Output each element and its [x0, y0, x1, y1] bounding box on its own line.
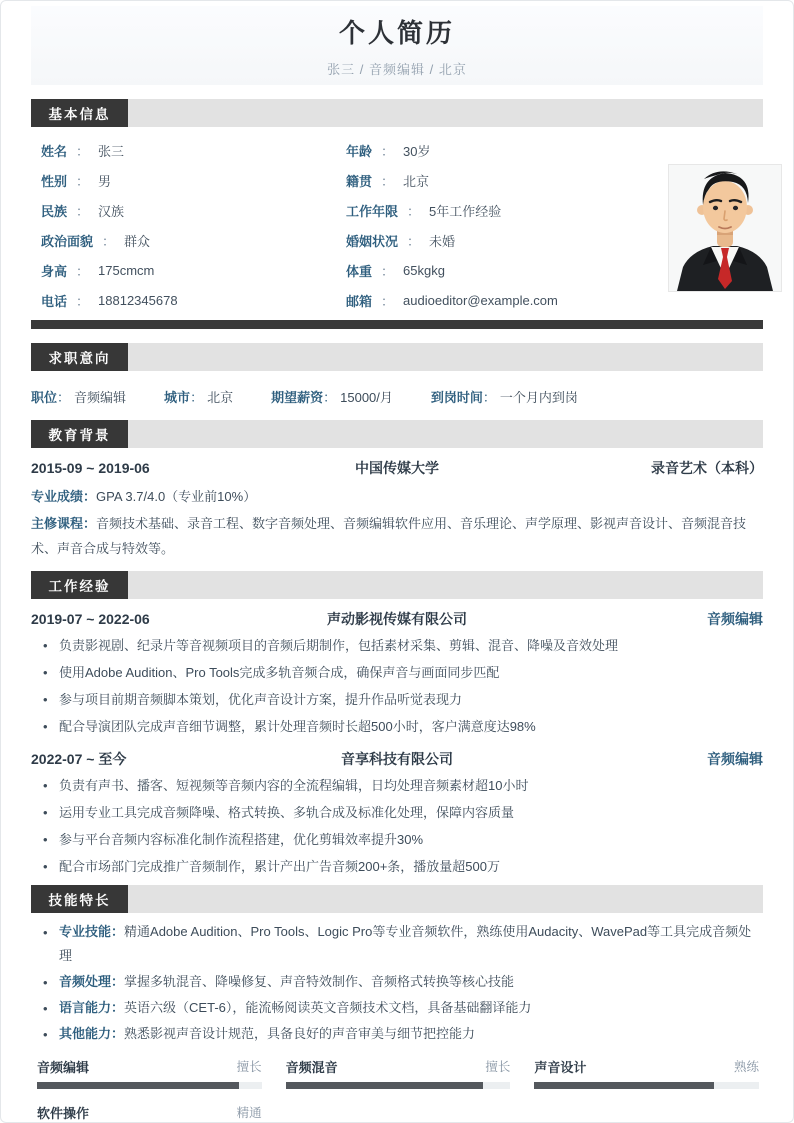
colon: ：: [76, 203, 90, 219]
skill-label: 音频处理：: [59, 974, 125, 989]
intention-item: [164, 387, 233, 406]
job-bullet-list: [31, 636, 763, 737]
skill-bar-level: 擅长: [485, 1060, 511, 1074]
colon: ：: [76, 293, 90, 309]
colon: ：: [381, 143, 395, 159]
colon: ：: [102, 233, 116, 249]
job-bullet: • 配合导演团队完成声音细节调整，累计处理音频时长超500小时，客户满意度达98%: [31, 717, 763, 737]
section-divider: [31, 320, 763, 329]
job-bullet: • 配合市场部门完成推广音频制作，累计产出广告音频200+条，播放量超500万: [31, 857, 763, 877]
section-title-experience: 工作经验: [31, 571, 128, 599]
info-row: [41, 255, 346, 285]
skill-bar: [534, 1056, 759, 1089]
section-header-intention: [31, 343, 763, 371]
intention-item: [431, 387, 578, 406]
profile-photo-illustration: [669, 165, 781, 291]
profile-photo: [668, 164, 782, 292]
info-label: 性别: [41, 173, 68, 189]
job-bullet: • 负责有声书、播客、短视频等音频内容的全流程编辑，日均处理音频素材超10小时: [31, 776, 763, 796]
info-row: [346, 135, 763, 165]
section-strip: [128, 343, 763, 371]
skill-bar-track: [37, 1082, 262, 1089]
info-label: 体重: [346, 263, 373, 279]
section-strip: [128, 571, 763, 599]
intention-line: [31, 386, 763, 406]
intention-item: [31, 387, 126, 406]
intention-value: 音频编辑: [74, 389, 127, 405]
info-row: [41, 195, 346, 225]
job-bullet: • 使用Adobe Audition、Pro Tools完成多轨音频合成，确保声音与画面同步匹配: [31, 663, 763, 683]
info-row: [41, 165, 346, 195]
skill-label: 语言能力：: [59, 1000, 125, 1015]
skill-bar-fill: [534, 1082, 714, 1089]
page-title: 个人简历: [338, 18, 455, 48]
basic-info-block: [31, 127, 763, 315]
job-role: 音频编辑: [707, 751, 763, 767]
job-company: 音享科技有限公司: [341, 751, 453, 767]
info-value: 65kgkg: [403, 262, 445, 278]
info-value: 北京: [403, 173, 430, 189]
info-label: 年龄: [346, 143, 373, 159]
info-value: 未婚: [429, 233, 456, 249]
skill-bar-track: [534, 1082, 759, 1089]
skill-bar-name: 软件操作: [37, 1105, 90, 1121]
info-row: [41, 285, 346, 315]
skill-bar-fill: [286, 1082, 484, 1089]
section-title-education: 教育背景: [31, 420, 128, 448]
info-value: 张三: [98, 143, 125, 159]
job-period: 2022-07 ~ 至今: [31, 751, 127, 767]
gpa-value: GPA 3.7/4.0（专业前10%）: [96, 489, 257, 504]
education-degree: 录音艺术（本科）: [651, 460, 763, 476]
section-header-education: [31, 420, 763, 448]
job-headline: [31, 609, 763, 629]
courses-value: 音频技术基础、录音工程、数字音频处理、音频编辑软件应用、音乐理论、声学原理、影视声音设计、音频混音技术、声音合成与特效等。: [31, 516, 747, 556]
job-bullet: • 参与项目前期音频脚本策划，优化声音设计方案，提升作品听觉表现力: [31, 690, 763, 710]
info-label: 邮箱: [346, 293, 373, 309]
skill-text: 熟悉影视声音设计规范，具备良好的声音审美与细节把控能力: [124, 1026, 476, 1041]
skill-bars: [31, 1056, 763, 1123]
job-role: 音频编辑: [707, 611, 763, 627]
skill-bar-level: 精通: [236, 1106, 262, 1120]
skill-item: [31, 920, 763, 968]
education-courses: [31, 511, 763, 561]
skill-bar-level: 熟练: [733, 1060, 759, 1074]
colon: ：: [407, 203, 421, 219]
skill-list: [31, 920, 763, 1046]
skill-label: 专业技能：: [59, 924, 125, 939]
job-bullet-list: [31, 776, 763, 877]
education-school: 中国传媒大学: [355, 460, 439, 476]
resume-header: [31, 6, 763, 85]
skill-bar-name: 声音设计: [534, 1059, 587, 1075]
skill-item: [31, 1022, 763, 1046]
skill-item: [31, 970, 763, 994]
skill-item: [31, 996, 763, 1020]
job-company: 声动影视传媒有限公司: [327, 611, 467, 627]
info-row: [41, 225, 346, 255]
skill-text: 英语六级（CET-6），能流畅阅读英文音频技术文档，具备基础翻译能力: [124, 1000, 532, 1015]
section-strip: [128, 99, 763, 127]
section-header-experience: [31, 571, 763, 599]
job-headline: [31, 749, 763, 769]
skill-bar-name: 音频编辑: [37, 1059, 90, 1075]
skill-bar: [286, 1056, 511, 1089]
section-title-intention: 求职意向: [31, 343, 128, 371]
intention-label: 到岗时间：: [430, 389, 496, 405]
skill-bar-fill: [37, 1082, 239, 1089]
intention-value: 北京: [207, 389, 234, 405]
skill-bar-level: 擅长: [236, 1060, 262, 1074]
job-bullet: • 负责影视剧、纪录片等音视频项目的音频后期制作，包括素材采集、剪辑、混音、降噪及音效处理: [31, 636, 763, 656]
info-label: 籍贯: [346, 173, 373, 189]
section-strip: [128, 420, 763, 448]
info-label: 婚姻状况: [346, 233, 399, 249]
skill-label: 其他能力：: [59, 1026, 125, 1041]
info-value: 男: [98, 173, 112, 189]
intention-label: 职位：: [31, 389, 71, 405]
info-label: 民族: [41, 203, 68, 219]
section-header-basic: [31, 99, 763, 127]
skill-bar: [37, 1102, 262, 1123]
info-label: 姓名: [41, 143, 68, 159]
info-value: audioeditor@example.com: [403, 292, 558, 308]
section-title-skills: 技能特长: [31, 885, 128, 913]
colon: ：: [76, 173, 90, 189]
intention-label: 期望薪资：: [271, 389, 337, 405]
info-value: 175cmcm: [98, 262, 155, 278]
intention-value: 15000/月: [340, 389, 393, 405]
page-subtitle: 张三 / 音频编辑 / 北京: [327, 62, 467, 77]
skill-bar: [37, 1056, 262, 1089]
basic-info-grid: [41, 135, 763, 315]
courses-label: 主修课程：: [31, 516, 97, 531]
info-value: 18812345678: [98, 292, 178, 308]
colon: ：: [381, 263, 395, 279]
colon: ：: [76, 263, 90, 279]
skill-bar-name: 音频混音: [285, 1059, 338, 1075]
info-row: [41, 135, 346, 165]
job-period: 2019-07 ~ 2022-06: [31, 611, 150, 627]
intention-item: [271, 387, 393, 406]
info-label: 电话: [41, 293, 68, 309]
colon: ：: [407, 233, 421, 249]
job-bullet: • 参与平台音频内容标准化制作流程搭建，优化剪辑效率提升30%: [31, 830, 763, 850]
colon: ：: [381, 173, 395, 189]
colon: ：: [76, 143, 90, 159]
gpa-label: 专业成绩：: [31, 489, 97, 504]
info-value: 群众: [124, 233, 151, 249]
info-label: 身高: [41, 263, 68, 279]
section-header-skills: [31, 885, 763, 913]
intention-label: 城市：: [164, 389, 204, 405]
job-bullet: • 运用专业工具完成音频降噪、格式转换、多轨合成及标准化处理，保障内容质量: [31, 803, 763, 823]
colon: ：: [381, 293, 395, 309]
skill-text: 掌握多轨混音、降噪修复、声音特效制作、音频格式转换等核心技能: [124, 974, 515, 989]
section-title-basic: 基本信息: [31, 99, 128, 127]
info-value: 汉族: [98, 203, 125, 219]
info-value: 30岁: [403, 143, 431, 159]
skill-text: 精通Adobe Audition、Pro Tools、Logic Pro等专业音频软件，熟练使用Audacity、WavePad等工具完成音频处理: [59, 924, 752, 963]
section-strip: [128, 885, 763, 913]
info-label: 工作年限: [346, 203, 399, 219]
info-label: 政治面貌: [41, 233, 94, 249]
education-period: 2015-09 ~ 2019-06: [31, 460, 150, 476]
skill-bar-track: [286, 1082, 511, 1089]
intention-value: 一个月内到岗: [499, 389, 578, 405]
education-gpa: [31, 484, 763, 509]
education-headline: [31, 458, 763, 478]
info-value: 5年工作经验: [429, 203, 502, 219]
